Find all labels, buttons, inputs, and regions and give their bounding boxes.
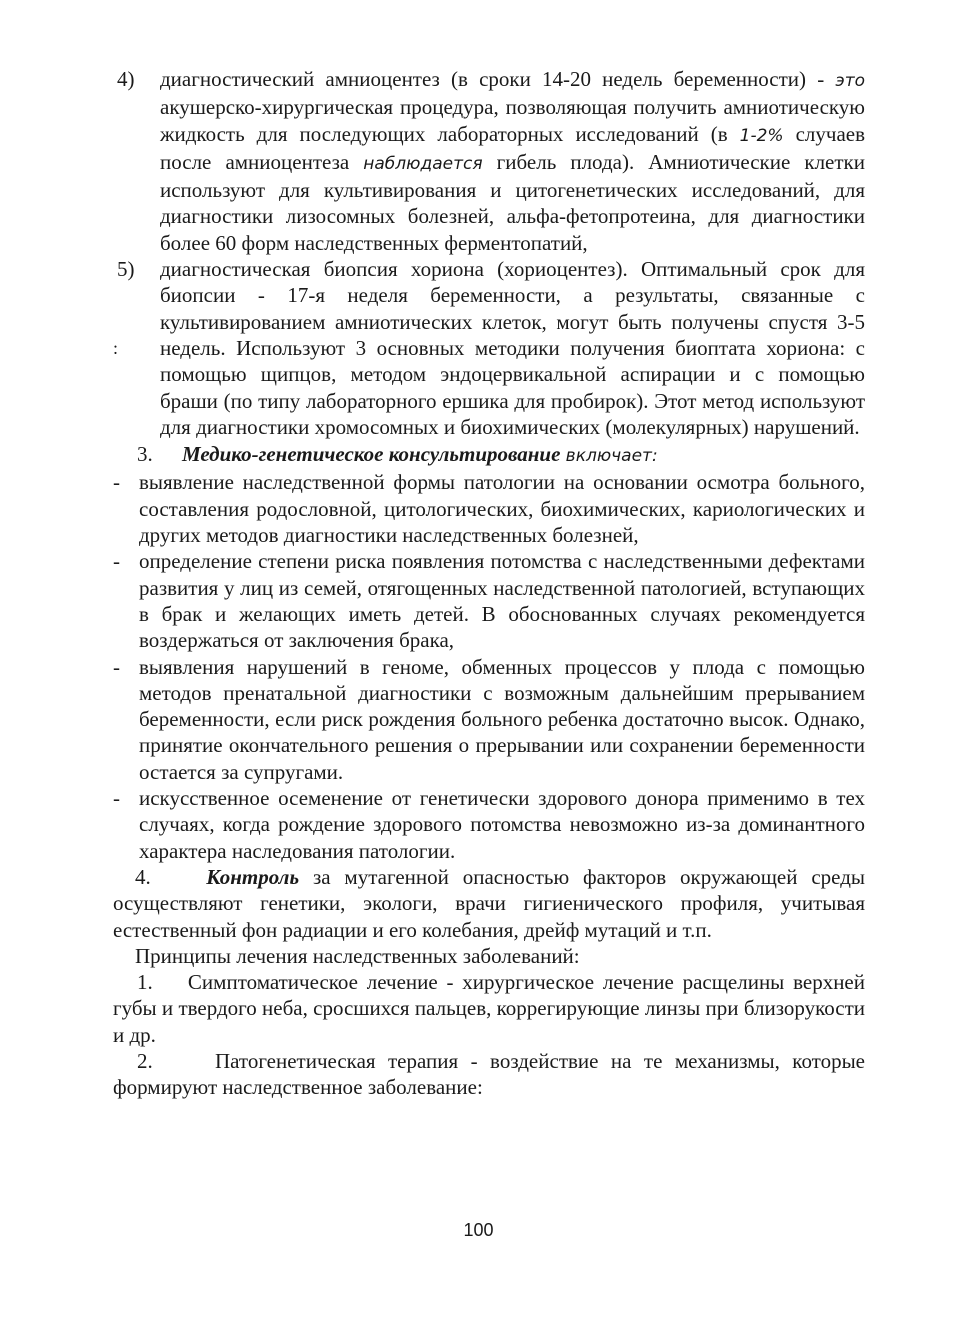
- page-number: 100: [463, 1220, 494, 1240]
- item-text: диагностическая биопсия хориона (хориоцентез). Оптимальный срок для биопсии - 17-я неделя беременности, а результаты, связанные с культивированием амниотических клеток, могут быть получены спустя 3-5 недель. Используют 3 основных методики получения биоптата хориона: с помощью щипцов, методом эндоцервикальной аспирации и с помощью браши (по типу лабораторного ершика для пробирок). Этот метод используют для диагностики хромосомных и биохимических (молекулярных) нарушений.: [160, 257, 865, 439]
- bullet-text: выявления нарушений в геноме, обменных процессов у плода с помощью методов пренатальной диагностики с возможным дальнейшим прерыванием беременности, если риск рождения больного ребенка достаточно высок. Однако, принятие окончательного решения о прерывании или сохранении беременности остается за супругами.: [139, 654, 865, 784]
- italic-word: это: [835, 71, 865, 91]
- item-number: 5): [117, 257, 135, 282]
- section-title-tail: включает:: [565, 446, 658, 467]
- treatment-number: 2.: [137, 1048, 153, 1073]
- section-title: Медико-генетическое консультирование: [182, 442, 561, 467]
- treatment-item-2: 2. Патогенетическая терапия - воздействие на те механизмы, которые формируют наследственное заболевание:: [113, 1048, 865, 1100]
- treatment-item-1: 1. Симптоматическое лечение - хирургическое лечение расщелины верхней губы и твердого неба, сросшихся пальцев, коррегирующие линзы при близорукости и др.: [113, 970, 865, 1047]
- section-number: 4.: [135, 864, 151, 889]
- bullet-dash: -: [113, 654, 120, 679]
- list-item-4: [113, 66, 865, 256]
- italic-percent: 1-2%: [739, 125, 784, 146]
- italic-word: наблюдается: [363, 153, 483, 174]
- bullet-dash: -: [113, 786, 120, 811]
- page-body: [113, 66, 865, 1101]
- treatment-number: 1.: [137, 970, 153, 995]
- bullet-item: [113, 548, 865, 653]
- section-4-paragraph: 4. Контроль за мутагенной опасностью факторов окружающей среды осуществляют генетики, экологи, врачи гигиенического профиля, учитывая естественный фон радиации и его колебания, дрейф мутаций и т.п.: [113, 864, 865, 942]
- section-heading-3: [113, 441, 865, 469]
- bullet-dash: -: [113, 549, 120, 574]
- list-item-5: [113, 256, 865, 440]
- principles-heading: Принципы лечения наследственных заболеваний:: [135, 943, 580, 968]
- section-keyword: Контроль: [206, 864, 300, 889]
- section-number: 3.: [137, 442, 153, 467]
- item-number: 4): [117, 67, 135, 91]
- margin-mark: :: [113, 338, 119, 359]
- item-text: диагностический амниоцентез (в сроки 14-20 недель беременности) - это акушерско-хирургическая процедура, позволяющая получить амниотическую жидкость для последующих лабораторных исследований (в 1-2% случаев после амниоцентеза наблюдается гибель плода). Амниотические клетки используют для культивирования и цитогенетических исследований, для диагностики лизосомных болезней, альфа-фетопротеина, для диагностики более 60 форм наследственных ферментопатий,: [160, 67, 865, 255]
- bullet-text: выявление наследственной формы патологии на основании осмотра больного, составления родословной, цитологических, биохимических, кариологических и других методов диагностики наследственных болезней,: [139, 470, 865, 548]
- bullet-text: искусственное осеменение от генетически здорового донора применимо в тех случаях, когда рождение здорового потомства невозможно из-за доминантного характера наследования патологии.: [139, 786, 865, 863]
- bullet-dash: -: [113, 470, 120, 495]
- bullet-text: определение степени риска появления потомства с наследственными дефектами развития у лиц из семей, отягощенных наследственной патологией, вступающих в брак и желающих иметь детей. В обоснованных случаях рекомендуется воздержаться от заключения брака,: [139, 549, 865, 653]
- bullet-item: [113, 469, 865, 548]
- bullet-item: [113, 785, 865, 864]
- bullet-item: [113, 654, 865, 785]
